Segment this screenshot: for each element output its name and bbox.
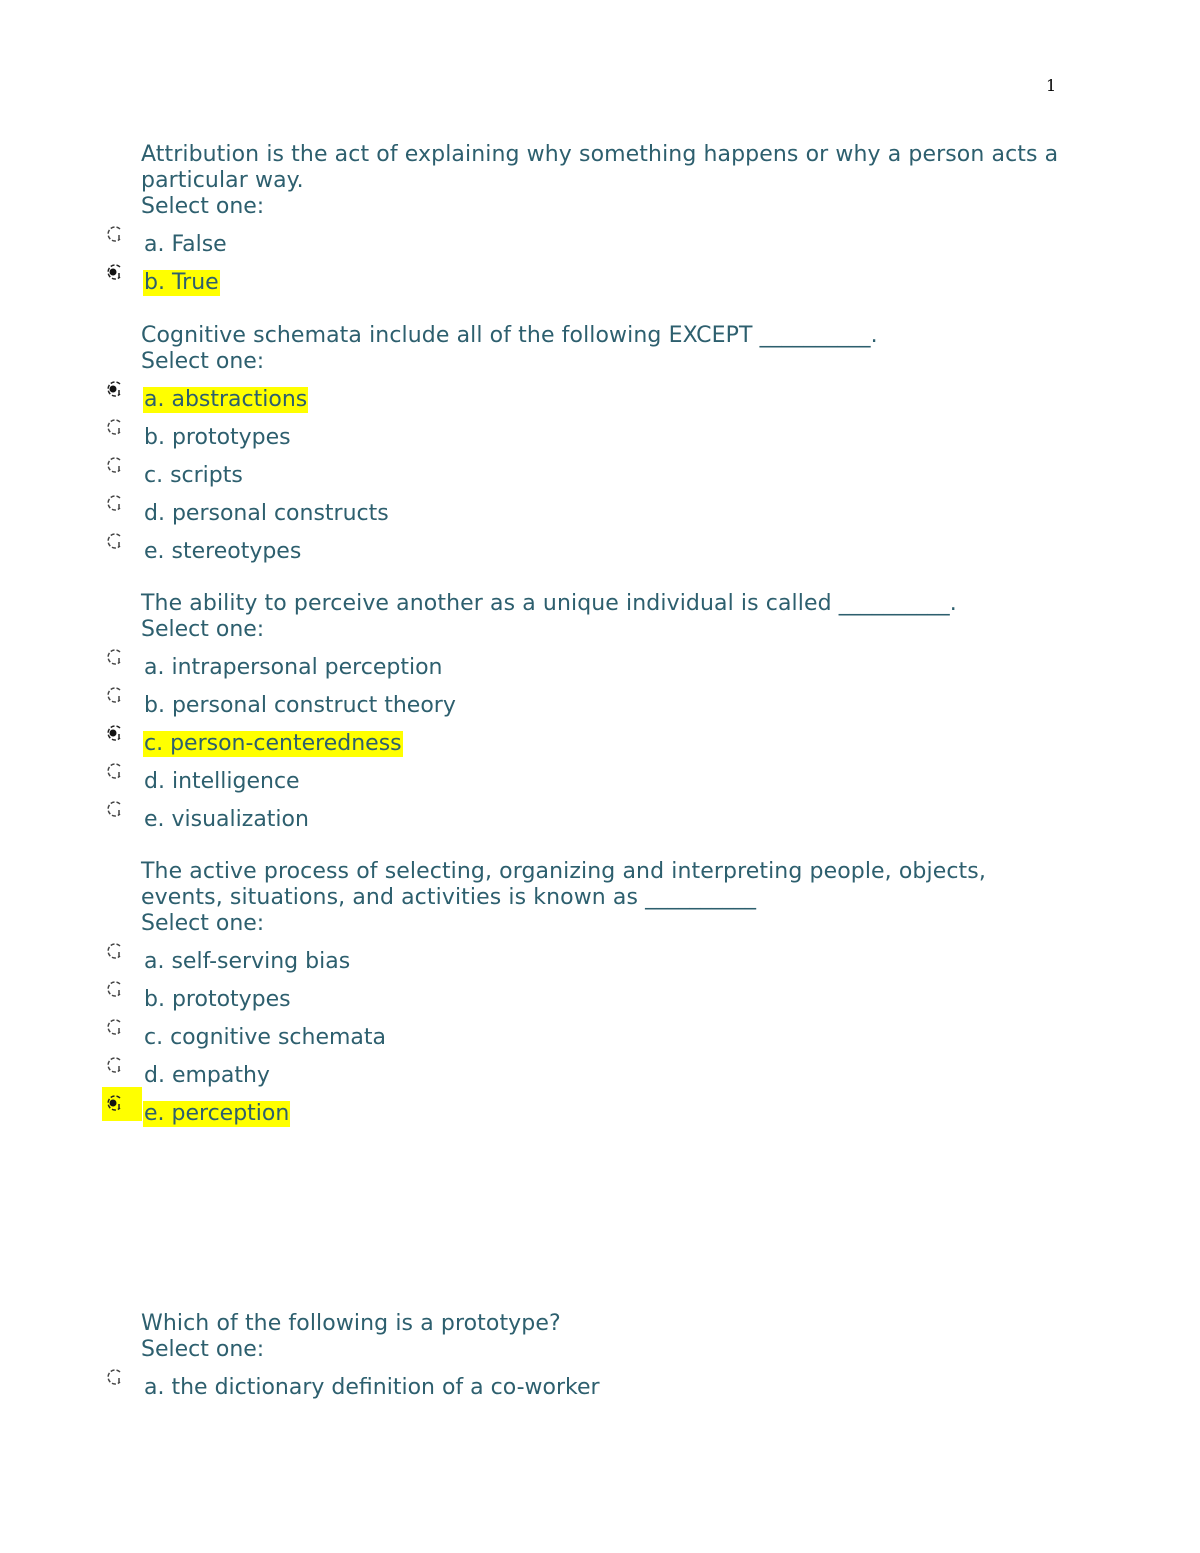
option-e[interactable]	[104, 531, 1084, 569]
option-label: b. prototypes	[144, 987, 291, 1012]
option-b[interactable]	[104, 417, 1084, 455]
option-a[interactable]	[104, 224, 1084, 262]
question-text: Cognitive schemata include all of the following EXCEPT __________.	[141, 323, 878, 348]
question-4	[104, 859, 1084, 1131]
page-number: 1	[1046, 76, 1057, 95]
radio-unselected-icon[interactable]	[104, 685, 124, 705]
radio-selected-icon[interactable]	[104, 379, 124, 399]
option-label: b. prototypes	[144, 425, 291, 450]
option-label: d. empathy	[144, 1063, 270, 1088]
option-a[interactable]	[104, 1367, 1084, 1405]
question-1	[104, 142, 1084, 300]
select-one-prompt: Select one:	[141, 1337, 265, 1362]
question-text: The active process of selecting, organizing and interpreting people, objects, events, situations, and activities is known as __________	[141, 859, 986, 910]
radio-selected-icon[interactable]	[104, 1093, 124, 1113]
option-label: a. abstractions	[144, 387, 308, 412]
option-e[interactable]	[104, 799, 1084, 837]
radio-unselected-icon[interactable]	[104, 799, 124, 819]
option-label: a. the dictionary definition of a co-worker	[144, 1375, 600, 1400]
question-text: Which of the following is a prototype?	[141, 1311, 561, 1336]
select-one-prompt: Select one:	[141, 911, 265, 936]
option-label: e. visualization	[144, 807, 309, 832]
radio-unselected-icon[interactable]	[104, 224, 124, 244]
radio-unselected-icon[interactable]	[104, 1017, 124, 1037]
question-text: Attribution is the act of explaining why something happens or why a person acts a particular way.	[141, 142, 1059, 193]
option-c[interactable]	[104, 723, 1084, 761]
question-5	[104, 1311, 1084, 1405]
option-d[interactable]	[104, 493, 1084, 531]
select-one-prompt: Select one:	[141, 349, 265, 374]
option-b[interactable]	[104, 685, 1084, 723]
option-c[interactable]	[104, 455, 1084, 493]
question-3	[104, 591, 1084, 837]
radio-unselected-icon[interactable]	[104, 417, 124, 437]
option-label: a. intrapersonal perception	[144, 655, 443, 680]
option-a[interactable]	[104, 647, 1084, 685]
option-label: c. cognitive schemata	[144, 1025, 386, 1050]
option-d[interactable]	[104, 761, 1084, 799]
radio-unselected-icon[interactable]	[104, 647, 124, 667]
option-d[interactable]	[104, 1055, 1084, 1093]
option-label: b. personal construct theory	[144, 693, 456, 718]
radio-unselected-icon[interactable]	[104, 1367, 124, 1387]
option-label: e. perception	[144, 1101, 290, 1126]
radio-unselected-icon[interactable]	[104, 761, 124, 781]
radio-unselected-icon[interactable]	[104, 941, 124, 961]
option-label: b. True	[144, 270, 219, 295]
radio-selected-icon[interactable]	[104, 723, 124, 743]
radio-unselected-icon[interactable]	[104, 531, 124, 551]
question-2	[104, 323, 1084, 569]
option-c[interactable]	[104, 1017, 1084, 1055]
option-e[interactable]	[104, 1093, 1084, 1131]
select-one-prompt: Select one:	[141, 617, 265, 642]
radio-unselected-icon[interactable]	[104, 1055, 124, 1075]
option-label: e. stereotypes	[144, 539, 302, 564]
option-label: d. personal constructs	[144, 501, 389, 526]
option-a[interactable]	[104, 941, 1084, 979]
option-label: d. intelligence	[144, 769, 300, 794]
radio-unselected-icon[interactable]	[104, 979, 124, 999]
option-b[interactable]	[104, 262, 1084, 300]
option-label: c. person-centeredness	[144, 731, 402, 756]
radio-selected-icon[interactable]	[104, 262, 124, 282]
option-a[interactable]	[104, 379, 1084, 417]
option-label: a. self-serving bias	[144, 949, 351, 974]
radio-unselected-icon[interactable]	[104, 493, 124, 513]
option-b[interactable]	[104, 979, 1084, 1017]
select-one-prompt: Select one:	[141, 194, 265, 219]
radio-unselected-icon[interactable]	[104, 455, 124, 475]
option-label: c. scripts	[144, 463, 243, 488]
option-label: a. False	[144, 232, 227, 257]
question-text: The ability to perceive another as a unique individual is called __________.	[141, 591, 957, 616]
